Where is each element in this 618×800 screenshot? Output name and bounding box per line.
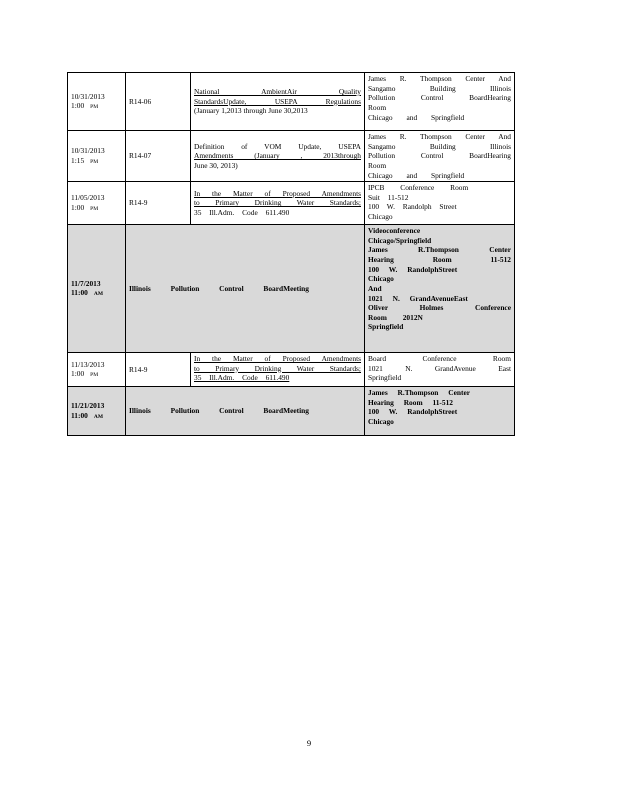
hearing-date: 10/31/2013 xyxy=(71,146,105,156)
meeting-word: Pollution xyxy=(170,406,200,416)
location-line: Chicago and Springfield xyxy=(368,112,465,122)
location-line: James R.Thompson Center xyxy=(368,245,511,255)
description-line: StandardsUpdate, USEPA Regulations xyxy=(194,96,361,106)
description-line: to Primary Drinking Water Standards; xyxy=(194,198,361,208)
location-line: Oliver Holmes Conference xyxy=(368,303,511,313)
location-line: Sangamo Building Illinois xyxy=(368,83,511,93)
meeting-word: Control xyxy=(219,406,244,416)
date-cell xyxy=(68,387,126,436)
hearing-ampm: PM xyxy=(90,158,99,165)
location-line: And xyxy=(368,283,382,293)
location-line: James R.Thompson Center xyxy=(368,388,471,398)
hearing-ampm: PM xyxy=(90,104,99,111)
docket-number-cell xyxy=(126,353,191,387)
location-line: Pollution Control BoardHearing xyxy=(368,93,511,103)
description-cell xyxy=(191,353,365,387)
docket-number: R14-9 xyxy=(129,364,148,374)
table-row xyxy=(68,387,515,436)
location-line: Springfield xyxy=(368,373,402,383)
docket-number-cell xyxy=(126,182,191,225)
date-cell xyxy=(68,131,126,182)
table-row xyxy=(68,353,515,387)
date-cell xyxy=(68,353,126,387)
location-line: Room xyxy=(368,160,387,170)
description-line: In the Matter of Proposed Amendments xyxy=(194,188,361,198)
meeting-word: Pollution xyxy=(170,283,200,293)
location-line: 1021 N. GrandAvenueEast xyxy=(368,293,468,303)
location-line: Hearing Room 11-512 xyxy=(368,255,511,264)
location-line: Chicago xyxy=(368,212,393,221)
location-cell xyxy=(365,387,515,436)
hearing-date: 10/31/2013 xyxy=(71,91,105,101)
location-line: 100 W. RandolphStreet xyxy=(368,264,458,274)
meeting-word: Illinois xyxy=(129,406,151,416)
location-line: Room xyxy=(368,102,387,112)
location-line: Hearing Room 11-512 xyxy=(368,397,453,407)
description-cell xyxy=(191,73,365,131)
description-cell xyxy=(191,131,365,182)
location-cell xyxy=(365,131,515,182)
hearing-time: 1:00 xyxy=(71,369,85,379)
location-line: James R. Thompson Center And xyxy=(368,132,511,141)
description-line: In the Matter of Proposed Amendments xyxy=(194,354,361,364)
location-cell xyxy=(365,353,515,387)
docket-number: R14-9 xyxy=(129,198,148,208)
schedule-table xyxy=(67,72,515,436)
hearing-time: 1:00 xyxy=(71,202,85,212)
location-cell xyxy=(365,73,515,131)
location-line: 100 W. RandolphStreet xyxy=(368,407,458,417)
location-line: Chicago and Springfield xyxy=(368,170,465,180)
hearing-ampm: AM xyxy=(93,291,104,298)
location-line: 1021 N. GrandAvenue East xyxy=(368,363,511,373)
docket-number-cell xyxy=(126,131,191,182)
hearing-ampm: PM xyxy=(90,372,99,379)
hearing-time: 11:00 xyxy=(71,410,88,420)
location-cell xyxy=(365,225,515,353)
page-number: 9 xyxy=(306,738,312,748)
hearing-date: 11/21/2013 xyxy=(71,401,105,411)
description-line: to Primary Drinking Water Standards; xyxy=(194,363,361,373)
location-line: Board Conference Room xyxy=(368,354,511,364)
hearing-ampm: AM xyxy=(93,413,104,420)
hearing-time: 11:00 xyxy=(71,288,88,298)
description-line: June 30, 2013) xyxy=(194,160,238,170)
location-line: Pollution Control BoardHearing xyxy=(368,151,511,161)
description-line: Amendments (January , 2013through xyxy=(194,151,361,161)
location-line: Suit 11-512 xyxy=(368,192,409,202)
meeting-word: Control xyxy=(219,283,244,293)
table-row xyxy=(68,225,515,353)
docket-number-cell xyxy=(126,73,191,131)
date-cell xyxy=(68,225,126,353)
description-line: Definition of VOM Update, USEPA xyxy=(194,141,361,151)
description-line: 35 Ill.Adm. Code 611.490 xyxy=(194,207,290,217)
meeting-title xyxy=(129,406,361,416)
description-cell xyxy=(191,182,365,225)
docket-number: R14-06 xyxy=(129,96,152,106)
meeting-title xyxy=(129,284,361,294)
location-line: Springfield xyxy=(368,322,404,332)
description-line: National AmbientAir Quality xyxy=(194,87,361,97)
table-row xyxy=(68,73,515,131)
meeting-word: BoardMeeting xyxy=(263,283,309,293)
location-line: Chicago xyxy=(368,417,394,426)
table-row xyxy=(68,182,515,225)
meeting-word: BoardMeeting xyxy=(263,406,309,416)
hearing-date: 11/7/2013 xyxy=(71,278,101,288)
table-row xyxy=(68,131,515,182)
location-cell xyxy=(365,182,515,225)
date-cell xyxy=(68,73,126,131)
hearing-time: 1:15 xyxy=(71,155,85,165)
date-cell xyxy=(68,182,126,225)
description-line: (January 1,2013 through June 30,2013 xyxy=(194,106,308,116)
hearing-time: 1:00 xyxy=(71,101,85,111)
docket-number: R14-07 xyxy=(129,151,152,161)
location-line: James R. Thompson Center And xyxy=(368,74,511,83)
location-line: Sangamo Building Illinois xyxy=(368,141,511,151)
location-line: IPCB Conference Room xyxy=(368,183,469,193)
location-line: Chicago xyxy=(368,274,394,284)
hearing-date: 11/05/2013 xyxy=(71,193,105,203)
meeting-cell xyxy=(126,387,365,436)
description-line: 35 Ill.Adm. Code 611.490 xyxy=(194,373,290,383)
location-line: Videoconference xyxy=(368,226,421,236)
hearing-date: 11/13/2013 xyxy=(71,359,105,369)
location-line: Room 2012N xyxy=(368,312,423,322)
hearing-ampm: PM xyxy=(90,205,99,212)
meeting-cell xyxy=(126,225,365,353)
location-line: Chicago/Springfield xyxy=(368,235,432,245)
meeting-word: Illinois xyxy=(129,283,151,293)
location-line: 100 W. Randolph Street xyxy=(368,202,457,212)
